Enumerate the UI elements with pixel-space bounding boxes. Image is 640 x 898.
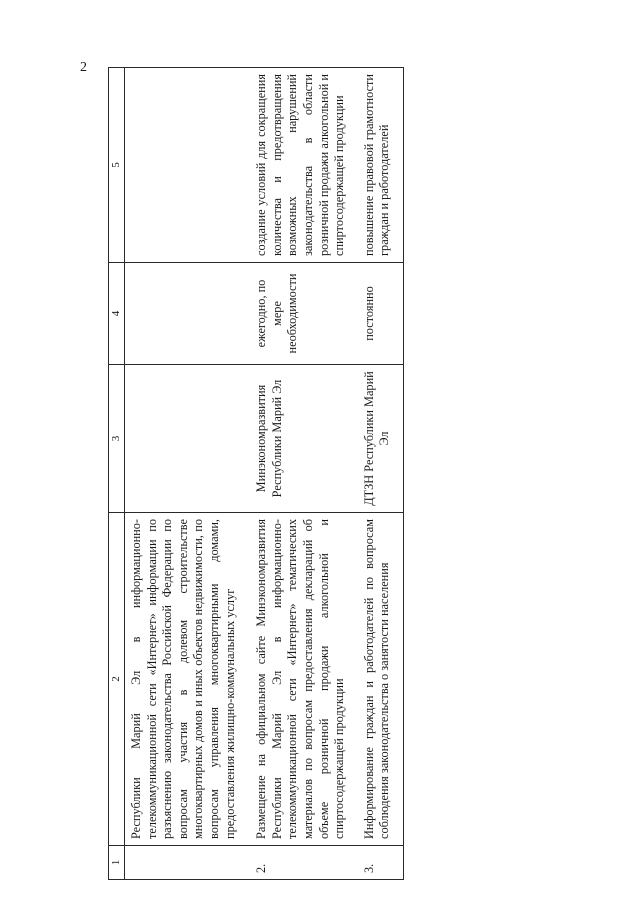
table-header-row <box>109 68 125 880</box>
measure-text: Республики Марий Эл в информационно-телекоммуникационной сети «Интернет» информации по разъяснению законодательства Российской Федерации по вопросам участия в долевом строительстве многоквартирных домов и иных объектов недвижимости, по вопросам управления многоквартирными домами, предоставления жилищно-коммунальных услуг <box>125 513 249 846</box>
column-header-5: 5 <box>109 68 125 263</box>
result-text: создание условий для сокращения количества и предотвращения возможных нарушений законодательства в области розничной продажи алкогольной и спиртосодержащей продукции <box>248 68 356 263</box>
row-number <box>125 846 249 880</box>
row-number: 2. <box>248 846 356 880</box>
column-header-1: 1 <box>109 846 125 880</box>
executor-text <box>125 365 249 513</box>
table-row <box>125 68 249 880</box>
result-text: повышение правовой грамотности граждан и работодателей <box>356 68 404 263</box>
term-text: ежегодно, по мере необходимости <box>248 263 356 365</box>
column-header-3: 3 <box>109 365 125 513</box>
measure-text: Размещение на официальном сайте Минэкономразвития Республики Марий Эл в информационно-телекоммуникационной сети «Интернет» тематических материалов по вопросам предоставления деклараций об объеме розничной продажи алкогольной и спиртосодержащей продукции <box>248 513 356 846</box>
column-header-4: 4 <box>109 263 125 365</box>
term-text: постоянно <box>356 263 404 365</box>
row-number: 3. <box>356 846 404 880</box>
executor-text: Минэкономразвития Республики Марий Эл <box>248 365 356 513</box>
table-row <box>356 68 404 880</box>
result-text <box>125 68 249 263</box>
table-row <box>248 68 356 880</box>
measure-text: Информирование граждан и работодателей по вопросам соблюдения законодательства о занятости населения <box>356 513 404 846</box>
page-number: 2 <box>80 60 87 75</box>
executor-text: ДТЗН Республики Марий Эл <box>356 365 404 513</box>
column-header-2: 2 <box>109 513 125 846</box>
measures-table <box>108 67 404 880</box>
term-text <box>125 263 249 365</box>
